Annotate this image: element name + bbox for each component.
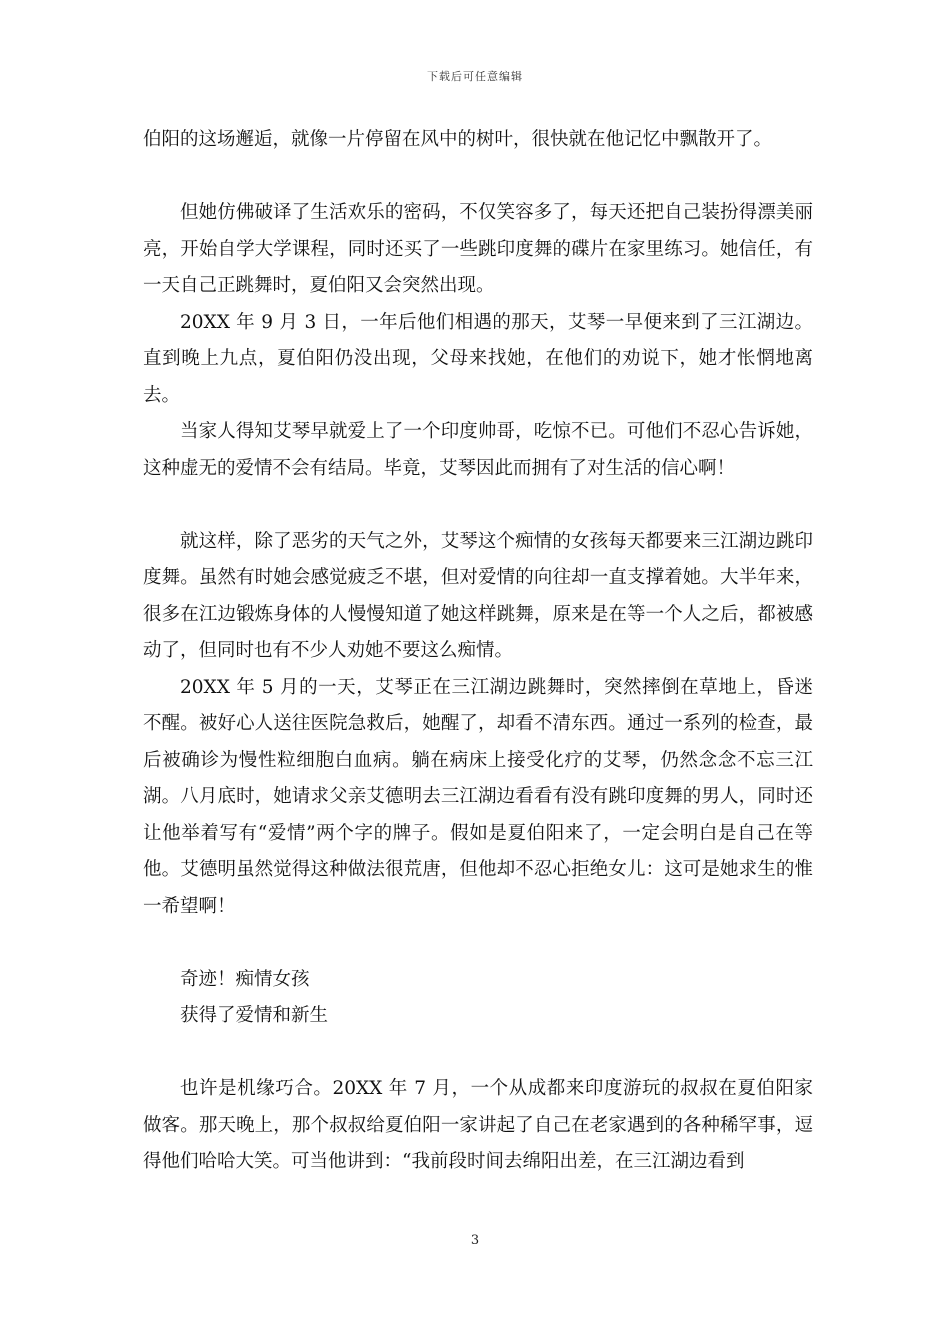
paragraph-7: 也许是机缘巧合。20XX 年 7 月，一个从成都来印度游玩的叔叔在夏伯阳家做客。那天晚上，那个叔叔给夏伯阳一家讲起了自己在老家遇到的各种稀罕事，逗得他们哈哈大笑。可当他讲到：“我前段时间去绵阳出差，在三江湖边看到 bbox=[143, 1078, 813, 1172]
document-body bbox=[143, 122, 813, 1181]
paragraph-2: 但她仿佛破译了生活欢乐的密码，不仅笑容多了，每天还把自己装扮得漂美丽亮，开始自学大学课程，同时还买了一些跳印度舞的碟片在家里练习。她信任，有一天自己正跳舞时，夏伯阳又会突然出现。 bbox=[143, 202, 813, 296]
paragraph-6: 20XX 年 5 月的一天，艾琴正在三江湖边跳舞时，突然摔倒在草地上，昏迷不醒。被好心人送往医院急救后，她醒了，却看不清东西。通过一系列的检查，最后被确诊为慢性粒细胞白血病。躺在病床上接受化疗的艾琴，仍然念念不忘三江湖。八月底时，她请求父亲艾德明去三江湖边看看有没有跳印度舞的男人，同时还让他举着写有“爱情”两个字的牌子。假如是夏伯阳来了，一定会明白是自己在等他。艾德明虽然觉得这种做法很荒唐，但他却不忍心拒绝女儿：这可是她求生的惟一希望啊！ bbox=[143, 676, 813, 917]
paragraph-5: 就这样，除了恶劣的天气之外，艾琴这个痴情的女孩每天都要来三江湖边跳印度舞。虽然有时她会感觉疲乏不堪，但对爱情的向往却一直支撑着她。大半年来，很多在江边锻炼身体的人慢慢知道了她这样跳舞，原来是在等一个人之后，都被感动了，但同时也有不少人劝她不要这么痴情。 bbox=[143, 530, 813, 661]
section-heading-line-1: 奇迹！痴情女孩 bbox=[180, 968, 310, 990]
paragraph-gap bbox=[143, 1035, 813, 1072]
page-header: 下载后可任意编辑 bbox=[427, 70, 523, 83]
paragraph-gap bbox=[143, 159, 813, 196]
section-heading-line-2: 获得了爱情和新生 bbox=[180, 1005, 329, 1026]
paragraph-gap bbox=[143, 487, 813, 524]
page-number: 3 bbox=[470, 1233, 480, 1248]
paragraph-4: 当家人得知艾琴早就爱上了一个印度帅哥，吃惊不已。可他们不忍心告诉她，这种虚无的爱情不会有结局。毕竟，艾琴因此而拥有了对生活的信心啊！ bbox=[143, 421, 813, 479]
paragraph-1: 伯阳的这场邂逅，就像一片停留在风中的树叶，很快就在他记忆中飘散开了。 bbox=[143, 129, 773, 150]
paragraph-3: 20XX 年 9 月 3 日，一年后他们相遇的那天，艾琴一早便来到了三江湖边。直到晚上九点，夏伯阳仍没出现，父母来找她，在他们的劝说下，她才怅惘地离去。 bbox=[143, 311, 813, 406]
paragraph-gap bbox=[143, 925, 813, 962]
